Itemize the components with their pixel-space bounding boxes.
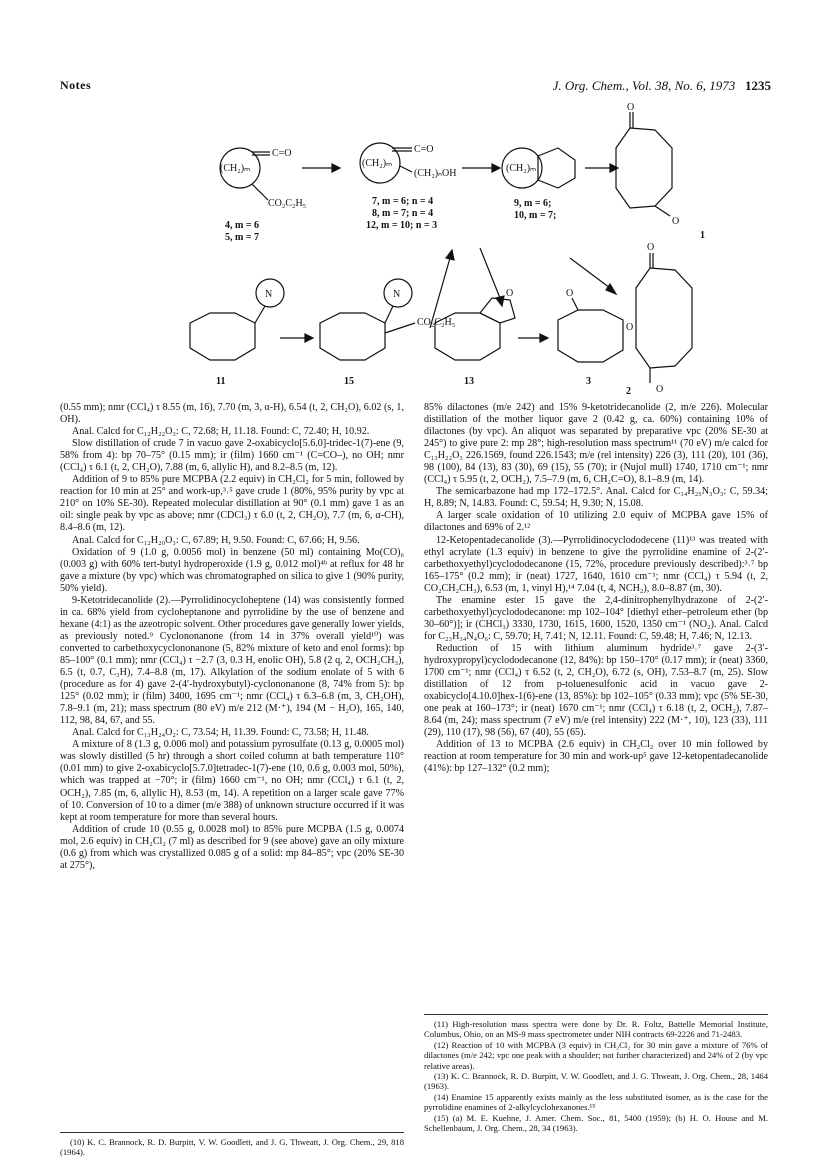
scheme-drawing [180, 102, 720, 398]
label-compound-13: 13 [464, 376, 474, 387]
label-compound-7: 7, m = 6; n = 4 [372, 196, 434, 207]
label-o-2a: O [647, 242, 655, 253]
macrolide-2 [636, 268, 692, 368]
paragraph: (0.55 mm); nmr (CCl₄) τ 8.55 (m, 16), 7.70 (m, 3, α-H), 6.54 (t, 2, CH₂O), 6.02 (s, 1, OH). [60, 402, 404, 426]
footnote: (12) Reaction of 10 with MCPBA (3 equiv) in CH₂Cl₂ for 30 min gave a mixture of 76% of dilactones (m/e 242; vpc one peak with a shoulder; not further characterized) and 24% of 2 (by vpc relative areas). [424, 1039, 768, 1071]
label-n-15: N [393, 289, 401, 300]
right-column [424, 402, 768, 775]
pyran-ring-13 [480, 298, 515, 323]
paragraph: 12-Ketopentadecanolide (3).—Pyrrolidinocyclododecene (11)¹³ was treated with ethyl acrylate (1.3 equiv) in benzene to give the pyrrolidine enamine of 2-(2′-carbethoxyethyl)cyclododecanone (15, 72%, procedure previously described):³˒⁷ bp 165–175° (0.2 mm); ir (neat) 1727, 1640, 1610 cm⁻¹; nmr (CCl₄) τ 5.94 (t, 2, CO₂CH₂CH₃), 6.53 (m, 1, vinyl H),¹⁴ 7.04 (t, 4, NCH₂), 8.0–8.87 (m, 30). [424, 534, 768, 594]
label-co-4: C=O [272, 148, 292, 159]
paragraph: A mixture of 8 (1.3 g, 0.006 mol) and potassium pyrosulfate (0.13 g, 0.0005 mol) was slowly distilled (5 hr) through a short coiled column at bath temperature 110° (0.01 mm) to give 2-oxabicyclo[5.7.0]tetradec-1(7)-ene (10, 0.6 g, 0.003 mol, 50%), which was trapped at −70°; ir (film) 1660 cm⁻¹, no OH; nmr (CCl₄) τ 6.1 (t, 2, OCH₂), 7.85 (m, 6, allylic H), 8.53 (m, 14). A repetition on a larger scale gave 77% of 10. Conversion of 10 to a dimer (m/e 388) of unknown structure occurred if it was kept at room temperature for more than several hours. [60, 739, 404, 823]
paragraph: 9-Ketotridecanolide (2).—Pyrrolidinocycloheptene (14) was consistently formed in ca. 68% yield from cycloheptanone and pyrrolidine by the use of benzene and hexane (4:1) as the azeotropic solvent. Other procedures gave generally lower yields, as previously noted.⁹ Cyclononanone (from 14 in 37% overall yield¹⁰) was converted to carbethoxycyclononanone (5, 82% mixture of keto and enol forms): bp 85–100° (0.1 mm); nmr (CCl₄) τ −2.7 (3, 0.3 H, enolic OH), 5.8 (2 q, 2, OCH₂CH₃), 6.5 (t, 0.7, C₃H), 7.4–8.8 (m, 17). Alkylation of the sodium enolate of 5 with 6 (procedure as for 4) gave 2-(4′-hydroxybutyl)-cyclononanone (8, 74% from 5): bp 125° (0.02 mm); ir (film) 3400, 1695 cm⁻¹; nmr (CCl₄) τ 6.3–6.8 (m, 3, CH₂OH), 7.8–9.1 (m, 21); mass spectrum (80 eV) m/e 212 (M·⁺), 194 (M − H₂O), 165, 140, 112, 98, 84, 67, and 55. [60, 594, 404, 727]
footnotes-right [424, 1014, 768, 1133]
label-o-13: O [506, 288, 514, 299]
label-o-3b: O [626, 322, 634, 333]
label-o-3a: O [566, 288, 574, 299]
paragraph: Reduction of 15 with lithium aluminum hydride³˒⁷ gave 2-(3′-hydroxypropyl)cyclododecanone (12, 84%): bp 150–170° (0.17 mm); ir (neat) 3360, 1700 cm⁻¹; nmr (CCl₄) τ 6.52 (t, 2, CH₂O), 6.72 (s, OH), 7.53–8.7 (m, 25). Slow distillation of 12 from p-toluenesulfonic acid in vacuo gave 2-oxabicyclo[4.10.0]hex-1(6)-ene (13, 85%): bp 102–105° (0.33 mm); vpc (5% SE-30, one peak at 160–173°; ir (neat) 1670 cm⁻¹; nmr (CCl₄) τ 6.18 (t, 2, OCH₂), 7.87–8.64 (m, 24); mass spectrum (7 eV) m/e (rel intensity) 222 (M·⁺, 10), 123 (33), 111 (29), 110 (17), 98 (56), 67 (40), 55 (65). [424, 642, 768, 739]
paragraph: The semicarbazone had mp 172–172.5°. Anal. Calcd for C₁₄H₂₅N₃O₃: C, 59.34; H, 8.89; N, 14.83. Found: C, 59.54; H, 9.30; N, 15.08. [424, 486, 768, 510]
label-ch2m-7: (CH₂)ₘ [362, 158, 393, 169]
cyclododecene-11 [190, 313, 255, 360]
label-ch2m-4: (CH₂)ₘ [220, 163, 251, 174]
label-compound-15: 15 [344, 376, 354, 387]
label-compound-11: 11 [216, 376, 226, 387]
paragraph: Anal. Calcd for C₁₃H₂₄O₂: C, 73.54; H, 11.39. Found: C, 73.58; H, 11.48. [72, 727, 369, 739]
label-ch2m-9: (CH₂)ₘ [506, 163, 537, 174]
paragraph: 85% dilactones (m/e 242) and 15% 9-ketotridecanolide (2, m/e 226). Molecular distillation of the mother liquor gave 2 (0.42 g, ca. 60%) containing 10% of dilactones (by vpc). An aliquot was separated by preparative vpc (20% SE-30 at 245°) to give pure 2: mp 28°; high-resolution mass spectrum¹¹ (70 eV) m/e calcd for C₁₃H₂₂O₃ 226.1569, found 226.1543; m/e (rel intensity) 226 (3), 111 (20), 101 (36), 98 (100), 84 (13), 83 (30), 69 (15), 55 (70); ir (Nujol mull) 1740, 1710 cm⁻¹; nmr (CCl₄) τ 5.95 (t, 2, OCH₂), 7.5–7.9 (m, 6, CH₂C=O), 8.1–8.9 (m, 14). [424, 402, 768, 486]
paragraph: Anal. Calcd for C₁₂H₂₀O₃: C, 67.89; H, 9.50. Found: C, 67.66; H, 9.56. [72, 534, 360, 546]
footnote: (14) Enamine 15 apparently exists mainly as the less substituted isomer, as is the case for the pyrrolidine enamines of 2-alkylcyclohexanones.¹⁵ [424, 1091, 768, 1113]
footnote: (10) K. C. Brannock, R. D. Burpitt, V. W. Goodlett, and J. G. Thweatt, J. Org. Chem., 29, 818 (1964). [60, 1137, 404, 1158]
label-compound-1: 1 [700, 230, 705, 241]
paragraph: Addition of crude 10 (0.55 g, 0.0028 mol) to 85% pure MCPBA (1.5 g, 0.0074 mol, 2.6 equiv) in CH₂Cl₂ (7 ml) as described for 9 (see above) gave an oily mixture (0.6 g) from which was crystallized 0.085 g of a solid: mp 84–85°; vpc (20% SE-30 at 275°), [60, 823, 404, 871]
macrolide-3 [558, 310, 623, 362]
label-co-7: C=O [414, 144, 434, 155]
paragraph: Slow distillation of crude 7 in vacuo gave 2-oxabicyclo[5.6.0]-tridec-1(7)-ene (9, 58% from 4): bp 70–75° (0.15 mm); ir (film) 1660 cm⁻¹ (C=CO–), no OH; nmr (CCl₄) τ 6.1 (t, 2, CH₂O), 7.88 (m, 6, allylic H), and 8.2–8.5 (m, 12). [60, 438, 404, 474]
label-compound-3: 3 [586, 376, 591, 387]
footnote: (13) K. C. Brannock, R. D. Burpitt, V. W. Goodlett, and J. G. Thweatt, J. Org. Chem., 28, 1464 (1963). [424, 1071, 768, 1092]
label-compound-2: 2 [626, 386, 631, 397]
paragraph: The enamine ester 15 gave the 2,4-dinitrophenylhydrazone of 2-(2′-carbethoxyethyl)cyclododecanone: mp 102–104° [diethyl ether–petroleum ether (bp 30–60°)]; ir (CHCl₃) 3330, 1730, 1615, 1600, 1520, 1350 cm⁻¹ (NO₂). Anal. Calcd for C₂₃H₃₄N₄O₆: C, 59.70; H, 7.41; N, 12.11. Found: C, 59.48; H, 7.46; N, 12.13. [424, 594, 768, 642]
left-column [60, 402, 404, 872]
label-co2et-15: CO₂C₂H₅ [417, 317, 456, 328]
paragraph: Oxidation of 9 (1.0 g, 0.0056 mol) in benzene (50 ml) containing Mo(CO)₆ (0.003 g) with 60% tert-butyl hydroperoxide (1.9 g, 0.012 mol)⁴ᵇ at reflux for 48 hr gave a mixture (by vpc) which was chromatographed on silica to give 1 (90% purity, 50% yield). [60, 546, 404, 594]
macrolide-1 [616, 128, 672, 208]
label-compound-8: 8, m = 7; n = 4 [372, 208, 434, 219]
paragraph: Anal. Calcd for C₁₂H₂₂O₃: C, 72.68; H, 11.18. Found: C, 72.40; H, 10.92. [72, 426, 370, 438]
label-compound-4: 4, m = 6 [225, 220, 260, 231]
page-number: 1235 [745, 78, 771, 93]
label-o-1: O [627, 102, 635, 113]
footnotes-left [60, 1132, 404, 1158]
label-n-11: N [265, 289, 273, 300]
footnote: (15) (a) M. E. Kuehne, J. Amer. Chem. Soc., 81, 5400 (1959); (b) H. O. House and M. Schellenbaum, J. Org. Chem., 28, 34 (1963). [424, 1112, 768, 1134]
paragraph: Addition of 13 to MCPBA (2.6 equiv) in CH₂Cl₂ over 10 min followed by reaction at room temperature for 30 min and work-up⁵ gave 12-ketopentadecanolide (41%): bp 127–132° (0.2 mm); [424, 739, 768, 775]
footnote: (11) High-resolution mass spectra were done by Dr. R. Foltz, Battelle Memorial Institute, Columbus, Ohio, on an MS-9 mass spectrometer under NIH contracts 69-2226 and 71-2483. [424, 1019, 768, 1040]
cyclododecene-15 [320, 313, 385, 360]
label-compound-12: 12, m = 10; n = 3 [366, 220, 438, 231]
paragraph: A larger scale oxidation of 10 utilizing 2.0 equiv of MCPBA gave 15% of dilactones and 69% of 2.¹² [424, 510, 768, 534]
journal-name: J. Org. Chem., Vol. 38, No. 6, 1973 [552, 78, 736, 93]
reaction-scheme [180, 102, 720, 398]
label-co2et-4: CO₂C₂H₅ [268, 198, 307, 209]
section-label: Notes [60, 78, 92, 92]
paragraph: Addition of 9 to 85% pure MCPBA (2.2 equiv) in CH₂Cl₂ for 5 min, followed by reaction for 10 min at 25° and work-up,³˒⁵ gave crude 1 (80%, 95% purity by vpc at 210° on 10% SE-30). Repeated molecular distillation at 90° (0.1 mm) gave 1 as an oil: single peak by vpc as above; nmr (CDCl₃) τ 6.0 (t, 2, CH₂O), 7.7 (m, 6, α-CH), 8.4–8.6 (m, 12). [60, 474, 404, 534]
label-ch2n-oh: (CH₂)ₙOH [414, 168, 457, 179]
oxepine-ring [538, 148, 575, 188]
label-compound-10: 10, m = 7; [514, 210, 557, 221]
label-o-2b: O [656, 384, 664, 395]
journal-citation [553, 78, 771, 94]
label-compound-5: 5, m = 7 [225, 232, 260, 243]
page-header [60, 78, 771, 98]
label-compound-9: 9, m = 6; [514, 198, 552, 209]
label-o-1b: O [672, 216, 680, 227]
